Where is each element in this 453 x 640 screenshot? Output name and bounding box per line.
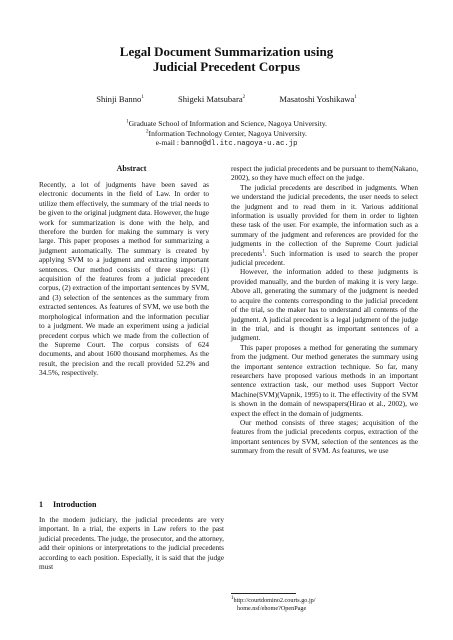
abstract-heading: Abstract — [116, 164, 147, 173]
footnote-rule — [231, 593, 296, 594]
author-2: Shigeki Matsubara$^2$ — [177, 94, 246, 104]
author-list — [0, 93, 453, 105]
intro-paragraph-1: In the modern judiciary, the judicial precedents are very important. In a trial, the experts in Law refers to the past judicial precedents. The judge, the prosecutor, and the attorney, add their opinions or interpretations to the judicial precedents according to each position. Especially, it is said that the judge must — [39, 515, 224, 572]
intro-paragraph-4: This paper proposes a method for generating the summary from the judgment. Our method generates the summary using the important sentence extraction technique. So far, many researchers have proposed various methods in an important sentence extraction task, our method uses Support Vector Machine(SVM)(Vapnik, 1995) to it. The effectivity of the SVM is shown in the domain of newspapers(Hirao et al., 2002), we expect the effect in the domain of judgments. — [231, 342, 418, 418]
author-1: Shinji Banno$^1$ — [96, 94, 144, 104]
author-3: Masatoshi Yoshikawa$^1$ — [279, 94, 357, 104]
affiliation-1: $^1$Graduate School of Information and Science, Nagoya University. — [126, 119, 327, 128]
footnote-mark: 1 — [231, 595, 234, 601]
footnote-url-line-1: http://courtdomino2.courts.go.jp/ — [233, 597, 316, 604]
email-address: banno@dl.itc.nagoya-u.ac.jp — [180, 140, 298, 149]
footnote-ref: 1 — [262, 249, 265, 255]
footnote-url-line-2: home.nsf/ehome?OpenPage — [237, 605, 307, 612]
title-line-1: Legal Document Summarization using — [119, 44, 334, 59]
intro-paragraph-5: Our method consists of three stages; acquisition of the features from the judicial precedents corpus, extraction of the important sentences by SVM, selection of the sentences as the summary from the result of SVM. As features, we use — [231, 417, 418, 456]
contact-email: e-mail : banno@dl.itc.nagoya-u.ac.jp — [155, 138, 298, 149]
footnote — [231, 597, 418, 613]
title-line-2: Judicial Precedent Corpus — [152, 59, 301, 74]
affiliations — [0, 119, 453, 150]
section-title: Introduction — [53, 500, 97, 509]
abstract-body: Recently, a lot of judgments have been saved as electronic documents in the field of Law. In order to utilize them effectively, the summary of the trial needs to be given to the original judgment data. However, the huge work for summarization is done with the help, and therefore the burden for making the summary is very large. This paper proposes a method for summarizing a judgment automatically. The summary is created by applying SVM to a judgment and extracting important sentences. Our method consists of three stages: (1) acquisition of the features from a judicial precedent corpus, (2) extraction of the important sentences by SVM, and (3) selection of the sentences as the summary from extracted sentences. As features of SVM, we use both the morphological information and the information peculiar to a judgment. We made an experiment using a judicial precedent corpus which we made from the collection of the Supreme Court. The corpus consists of 624 documents, and about 1600 thousand morphemes. As the result, the precision and the recall provided 52.2% and 34.5%, respectively. — [39, 180, 209, 378]
paper-title — [0, 44, 453, 74]
intro-left-column — [39, 515, 224, 571]
intro-paragraph-1-cont: respect the judicial precedents and be pursuant to them(Nakano, 2002), so they have much effect on the judge. — [231, 164, 419, 183]
section-number: 1 — [39, 500, 43, 509]
intro-paragraph-3: However, the information added to these judgments is provided manually, and the burden of making it is very large. Above all, generating the summary of the judgment is needed to acquire the contents corresponding to the judicial precedent of the trial, so the maker has to understand all contents of the judgment. A judicial precedent is a legal judgment of the judge in the trial, and is thought as important sentences of a judgment. — [231, 267, 418, 343]
affiliation-2: $^2$Information Technology Center, Nagoya University. — [146, 128, 307, 138]
intro-right-column — [231, 164, 418, 456]
section-heading-introduction — [39, 500, 96, 509]
intro-paragraph-2: The judicial precedents are described in judgments. When we understand the judicial precedents, the user needs to select the judgment and to read them in it. Various additional information is usually provided for them in order to lighten these task of the user. For example, the information such as a summary of the judgment and references are provided for the judgments in the collection of the Supreme Court judicial precedents$^1$. Such information is used to search the proper judicial precedent. — [231, 182, 418, 268]
